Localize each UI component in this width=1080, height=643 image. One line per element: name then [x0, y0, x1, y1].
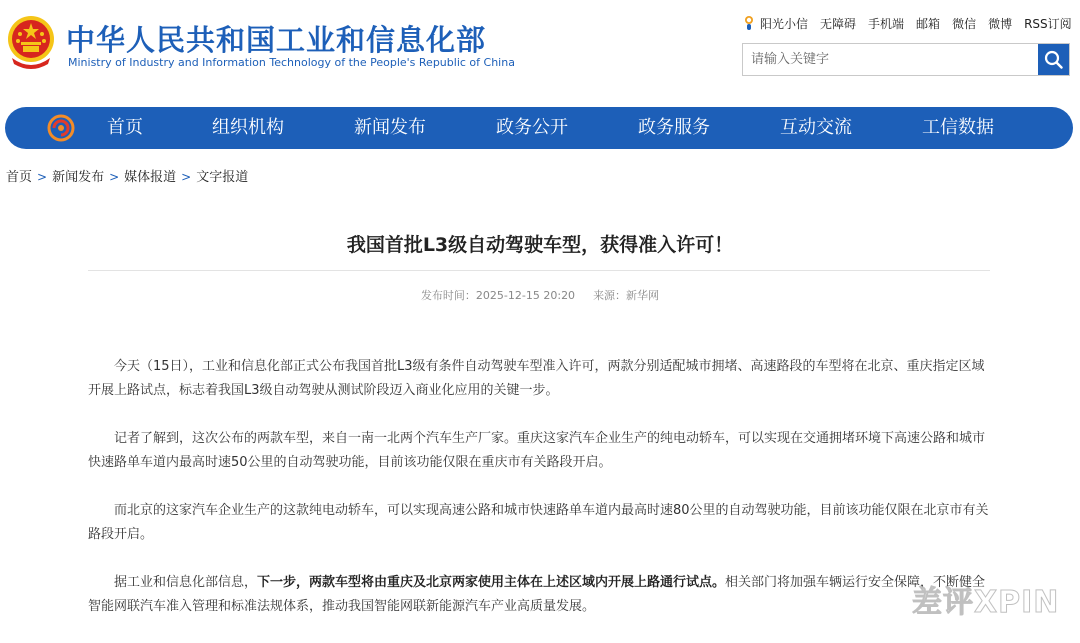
search-input[interactable]: [743, 44, 1039, 75]
search-icon: [1044, 50, 1063, 69]
article-meta: [0, 287, 1080, 303]
top-link-wechat[interactable]: 微信: [952, 16, 977, 31]
miit-logo-icon[interactable]: [47, 114, 75, 142]
breadcrumb-news[interactable]: 新闻发布: [52, 170, 105, 185]
paragraph-rest: 相关部门将加强车辆运行安全保障，不断健全智能网联汽车准入管理和标准法规体系，推动我国智能网联新能源汽车产业高质量发展。: [88, 575, 986, 614]
nav-item-data[interactable]: 工信数据: [922, 117, 994, 138]
article-source: 来源：新华网: [593, 289, 660, 302]
paragraph-highlight: 下一步，两款车型将由重庆及北京两家使用主体在上述区域内开展上路通行试点。: [257, 575, 726, 590]
breadcrumb-home[interactable]: 首页: [6, 170, 33, 185]
top-link-weibo[interactable]: 微博: [988, 16, 1013, 31]
breadcrumb-media[interactable]: 媒体报道: [124, 170, 177, 185]
article-paragraph: [88, 571, 990, 619]
nav-item-government-affairs[interactable]: 政务公开: [496, 117, 568, 138]
search-box: [742, 43, 1070, 76]
breadcrumb-separator: >: [109, 170, 120, 184]
breadcrumb-separator: >: [181, 170, 192, 184]
site-header: [0, 0, 1080, 100]
site-title[interactable]: 中华人民共和国工业和信息化部: [66, 23, 487, 57]
top-links: [742, 14, 1072, 32]
nav-item-news[interactable]: 新闻发布: [354, 117, 426, 138]
sunshine-mascot-icon: [742, 15, 756, 31]
breadcrumb-text-reports[interactable]: 文字报道: [196, 170, 249, 185]
article-body: [88, 355, 990, 643]
title-divider: [88, 270, 990, 271]
top-link-mobile[interactable]: 手机端: [868, 16, 905, 31]
article-paragraph: 而北京的这家汽车企业生产的这款纯电动轿车，可以实现高速公路和城市快速路单车道内最高时速80公里的自动驾驶功能，目前该功能仅限在北京市有关路段开启。: [88, 503, 989, 542]
article-paragraph: 记者了解到，这次公布的两款车型，来自一南一北两个汽车生产厂家。重庆这家汽车企业生产的纯电动轿车，可以实现在交通拥堵环境下高速公路和城市快速路单车道内最高时速50公里的自动驾驶功能，目前该功能仅限在重庆市有关路段开启。: [88, 431, 986, 470]
top-link-accessibility[interactable]: 无障碍: [820, 16, 857, 31]
nav-item-organization[interactable]: 组织机构: [212, 117, 284, 138]
watermark: 差评XPIN: [912, 585, 1060, 620]
breadcrumb: [6, 166, 248, 185]
national-emblem-icon[interactable]: [6, 14, 56, 72]
article-title: 我国首批L3级自动驾驶车型，获得准入许可！: [346, 234, 734, 256]
search-button[interactable]: [1038, 44, 1069, 75]
publish-time: 发布时间：2025-12-15 20:20: [420, 289, 576, 302]
paragraph-lead: 据工业和信息化部信息，: [114, 575, 258, 590]
nav-item-interaction[interactable]: 互动交流: [780, 117, 852, 138]
nav-item-home[interactable]: 首页: [107, 117, 143, 138]
breadcrumb-separator: >: [37, 170, 48, 184]
site-subtitle: Ministry of Industry and Information Technology of the People's Republic of China: [68, 56, 515, 69]
top-link-mail[interactable]: 邮箱: [916, 16, 941, 31]
nav-item-government-services[interactable]: 政务服务: [638, 117, 710, 138]
article-paragraph: 今天（15日），工业和信息化部正式公布我国首批L3级有条件自动驾驶车型准入许可，两款分别适配城市拥堵、高速路段的车型将在北京、重庆指定区域开展上路试点，标志着我国L3级自动驾驶从测试阶段迈入商业化应用的关键一步。: [88, 359, 985, 398]
top-link-sunshine[interactable]: 阳光小信: [760, 16, 809, 31]
main-nav: [5, 107, 1073, 149]
top-link-rss[interactable]: RSS订阅: [1024, 16, 1072, 31]
